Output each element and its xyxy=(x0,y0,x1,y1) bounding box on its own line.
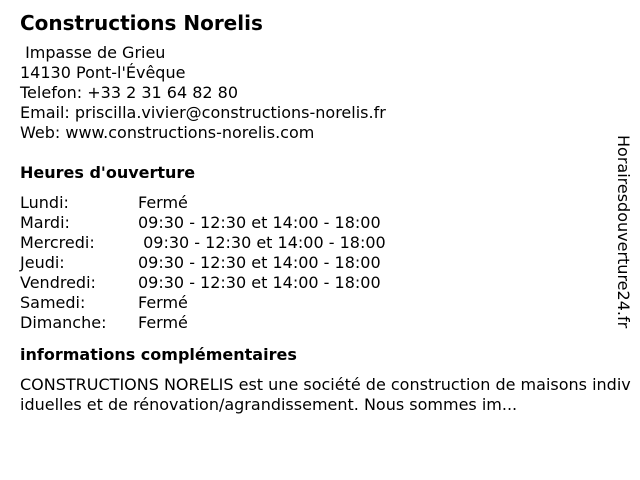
time-value: 09:30 - 12:30 et 14:00 - 18:00 xyxy=(138,253,381,272)
time-value: Fermé xyxy=(138,293,188,312)
website-link[interactable]: Web: www.constructions-norelis.com xyxy=(20,123,315,142)
day-label: Dimanche: xyxy=(20,313,107,332)
day-label: Mercredi: xyxy=(20,233,95,252)
site-watermark: Horairesdouverture24.fr xyxy=(614,135,633,329)
business-name: Constructions Norelis xyxy=(20,11,263,35)
hours-row-wednesday xyxy=(20,233,610,253)
time-value: 09:30 - 12:30 et 14:00 - 18:00 xyxy=(138,233,386,252)
hours-row-friday xyxy=(20,273,610,293)
email-address[interactable]: Email: priscilla.vivier@constructions-norelis.fr xyxy=(20,103,386,122)
time-value: 09:30 - 12:30 et 14:00 - 18:00 xyxy=(138,213,381,232)
day-label: Vendredi: xyxy=(20,273,96,292)
city-address: 14130 Pont-l'Évêque xyxy=(20,63,186,82)
info-description: CONSTRUCTIONS NORELIS est une société de construction de maisons individuelles et de rénovation/agrandissement. Nous sommes im... xyxy=(20,375,631,414)
hours-row-monday xyxy=(20,193,610,213)
time-value: 09:30 - 12:30 et 14:00 - 18:00 xyxy=(138,273,381,292)
hours-heading: Heures d'ouverture xyxy=(20,163,196,182)
address-block xyxy=(20,43,610,143)
phone-number[interactable]: Telefon: +33 2 31 64 82 80 xyxy=(20,83,239,102)
day-label: Samedi: xyxy=(20,293,86,312)
hours-row-saturday xyxy=(20,293,610,313)
info-heading: informations complémentaires xyxy=(20,345,297,364)
day-label: Lundi: xyxy=(20,193,69,212)
hours-row-tuesday xyxy=(20,213,610,233)
day-label: Mardi: xyxy=(20,213,70,232)
hours-table xyxy=(20,193,610,333)
hours-row-sunday xyxy=(20,313,610,333)
street-address: Impasse de Grieu xyxy=(20,43,166,62)
time-value: Fermé xyxy=(138,313,188,332)
time-value: Fermé xyxy=(138,193,188,212)
day-label: Jeudi: xyxy=(20,253,65,272)
hours-row-thursday xyxy=(20,253,610,273)
